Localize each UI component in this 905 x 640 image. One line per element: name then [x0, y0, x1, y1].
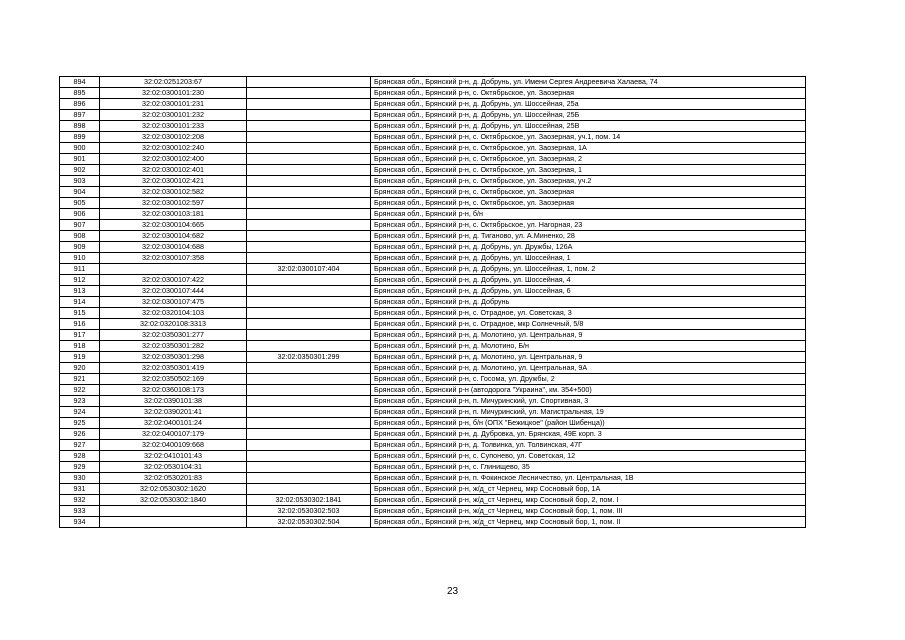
building-cadastral-number-cell: 32:02:0530302:503: [247, 506, 371, 517]
building-cadastral-number-cell: [247, 451, 371, 462]
building-cadastral-number-cell: [247, 440, 371, 451]
address-cell: Брянская обл., Брянский р-н, ж/д_ст Чернец, мкр Сосновый бор, 2, пом. I: [371, 495, 806, 506]
cadastral-number-cell: [100, 517, 247, 528]
table-row: [60, 88, 806, 99]
cadastral-number-cell: 32:02:0300101:231: [100, 99, 247, 110]
cadastral-number-cell: [100, 506, 247, 517]
address-cell: Брянская обл., Брянский р-н, с. Октябрьское, ул. Заозерная: [371, 187, 806, 198]
cadastral-number-cell: 32:02:0390101:38: [100, 396, 247, 407]
address-cell: Брянская обл., Брянский р-н, д. Добрунь, ул. Шоссейная, 4: [371, 275, 806, 286]
table-row: [60, 198, 806, 209]
row-number-cell: 934: [60, 517, 100, 528]
table-row: [60, 77, 806, 88]
building-cadastral-number-cell: [247, 242, 371, 253]
table-row: [60, 231, 806, 242]
building-cadastral-number-cell: [247, 231, 371, 242]
cadastral-number-cell: 32:02:0400109:668: [100, 440, 247, 451]
cadastral-number-cell: 32:02:0350502:169: [100, 374, 247, 385]
building-cadastral-number-cell: [247, 209, 371, 220]
row-number-cell: 896: [60, 99, 100, 110]
table-row: [60, 341, 806, 352]
address-cell: Брянская обл., Брянский р-н, ж/д_ст Чернец, мкр Сосновый бор, 1, пом. II: [371, 517, 806, 528]
table-row: [60, 506, 806, 517]
row-number-cell: 900: [60, 143, 100, 154]
table-row: [60, 220, 806, 231]
page-number: 23: [446, 586, 459, 597]
cadastral-number-cell: 32:02:0300103:181: [100, 209, 247, 220]
row-number-cell: 916: [60, 319, 100, 330]
building-cadastral-number-cell: [247, 341, 371, 352]
address-cell: Брянская обл., Брянский р-н, д. Молотино, ул. Центральная, 9А: [371, 363, 806, 374]
cadastral-number-cell: 32:02:0300101:232: [100, 110, 247, 121]
cadastral-number-cell: 32:02:0300107:358: [100, 253, 247, 264]
table-row: [60, 385, 806, 396]
address-cell: Брянская обл., Брянский р-н, б/н: [371, 209, 806, 220]
building-cadastral-number-cell: 32:02:0350301:299: [247, 352, 371, 363]
address-cell: Брянская обл., Брянский р-н, д. Добрунь: [371, 297, 806, 308]
address-cell: Брянская обл., Брянский р-н, ж/д_ст Чернец, мкр Сосновый бор, 1А: [371, 484, 806, 495]
address-cell: Брянская обл., Брянский р-н, с. Октябрьское, ул. Заозерная, уч.1, пом. 14: [371, 132, 806, 143]
table-row: [60, 308, 806, 319]
table-row: [60, 374, 806, 385]
row-number-cell: 931: [60, 484, 100, 495]
building-cadastral-number-cell: [247, 308, 371, 319]
building-cadastral-number-cell: [247, 88, 371, 99]
row-number-cell: 922: [60, 385, 100, 396]
address-cell: Брянская обл., Брянский р-н, д. Добрунь, ул. Шоссейная, 25Б: [371, 110, 806, 121]
address-cell: Брянская обл., Брянский р-н, д. Молотино, ул. Центральная, 9: [371, 330, 806, 341]
row-number-cell: 918: [60, 341, 100, 352]
building-cadastral-number-cell: [247, 220, 371, 231]
table-row: [60, 143, 806, 154]
building-cadastral-number-cell: [247, 484, 371, 495]
address-cell: Брянская обл., Брянский р-н, с. Отрадное, ул. Советская, 3: [371, 308, 806, 319]
row-number-cell: 927: [60, 440, 100, 451]
table-row: [60, 99, 806, 110]
row-number-cell: 911: [60, 264, 100, 275]
row-number-cell: 920: [60, 363, 100, 374]
building-cadastral-number-cell: [247, 154, 371, 165]
cadastral-number-cell: 32:02:0400101:24: [100, 418, 247, 429]
cadastral-number-cell: [100, 264, 247, 275]
cadastral-number-cell: 32:02:0530201:83: [100, 473, 247, 484]
cadastral-number-cell: 32:02:0530302:1620: [100, 484, 247, 495]
table-row: [60, 264, 806, 275]
cadastral-number-cell: 32:02:0360108:173: [100, 385, 247, 396]
building-cadastral-number-cell: 32:02:0300107:404: [247, 264, 371, 275]
building-cadastral-number-cell: [247, 198, 371, 209]
cadastral-number-cell: 32:02:0300102:400: [100, 154, 247, 165]
address-cell: Брянская обл., Брянский р-н, ж/д_ст Чернец, мкр Сосновый бор, 1, пом. III: [371, 506, 806, 517]
building-cadastral-number-cell: [247, 176, 371, 187]
address-cell: Брянская обл., Брянский р-н, п. Мичуринский, ул. Спортивная, 3: [371, 396, 806, 407]
row-number-cell: 908: [60, 231, 100, 242]
cadastral-number-cell: 32:02:0390201:41: [100, 407, 247, 418]
cadastral-number-cell: 32:02:0530302:1840: [100, 495, 247, 506]
building-cadastral-number-cell: [247, 407, 371, 418]
table-row: [60, 253, 806, 264]
cadastral-number-cell: 32:02:0350301:298: [100, 352, 247, 363]
building-cadastral-number-cell: [247, 462, 371, 473]
row-number-cell: 925: [60, 418, 100, 429]
cadastral-number-cell: 32:02:0300102:401: [100, 165, 247, 176]
row-number-cell: 894: [60, 77, 100, 88]
row-number-cell: 903: [60, 176, 100, 187]
address-cell: Брянская обл., Брянский р-н, с. Октябрьское, ул. Заозерная, уч.2: [371, 176, 806, 187]
address-cell: Брянская обл., Брянский р-н, д. Добрунь, ул. Дружбы, 126А: [371, 242, 806, 253]
cadastral-number-cell: 32:02:0300102:582: [100, 187, 247, 198]
cadastral-number-cell: 32:02:0300102:421: [100, 176, 247, 187]
address-cell: Брянская обл., Брянский р-н, с. Октябрьское, ул. Заозерная: [371, 198, 806, 209]
building-cadastral-number-cell: [247, 143, 371, 154]
row-number-cell: 921: [60, 374, 100, 385]
row-number-cell: 899: [60, 132, 100, 143]
building-cadastral-number-cell: [247, 297, 371, 308]
row-number-cell: 897: [60, 110, 100, 121]
cadastral-number-cell: 32:02:0300102:597: [100, 198, 247, 209]
address-cell: Брянская обл., Брянский р-н, с. Октябрьское, ул. Заозерная, 2: [371, 154, 806, 165]
table-row: [60, 407, 806, 418]
address-cell: Брянская обл., Брянский р-н, с. Октябрьское, ул. Нагорная, 23: [371, 220, 806, 231]
address-cell: Брянская обл., Брянский р-н, д. Добрунь, ул. Шоссейная, 25а: [371, 99, 806, 110]
cadastral-number-cell: 32:02:0410101:43: [100, 451, 247, 462]
row-number-cell: 913: [60, 286, 100, 297]
table-row: [60, 209, 806, 220]
table-row: [60, 363, 806, 374]
property-table: [59, 76, 806, 528]
address-cell: Брянская обл., Брянский р-н, с. Госома, ул. Дружбы, 2: [371, 374, 806, 385]
address-cell: Брянская обл., Брянский р-н, д. Молотино, Б/н: [371, 341, 806, 352]
building-cadastral-number-cell: [247, 121, 371, 132]
address-cell: Брянская обл., Брянский р-н, п. Мичуринский, ул. Магистральная, 19: [371, 407, 806, 418]
building-cadastral-number-cell: [247, 187, 371, 198]
table-row: [60, 418, 806, 429]
cadastral-number-cell: 32:02:0350301:277: [100, 330, 247, 341]
table-row: [60, 352, 806, 363]
row-number-cell: 917: [60, 330, 100, 341]
building-cadastral-number-cell: [247, 418, 371, 429]
table-row: [60, 319, 806, 330]
table-row: [60, 495, 806, 506]
building-cadastral-number-cell: [247, 374, 371, 385]
building-cadastral-number-cell: [247, 319, 371, 330]
row-number-cell: 910: [60, 253, 100, 264]
building-cadastral-number-cell: [247, 77, 371, 88]
row-number-cell: 907: [60, 220, 100, 231]
cadastral-number-cell: 32:02:0400107:179: [100, 429, 247, 440]
building-cadastral-number-cell: [247, 396, 371, 407]
cadastral-number-cell: 32:02:0300102:240: [100, 143, 247, 154]
table-row: [60, 176, 806, 187]
building-cadastral-number-cell: 32:02:0530302:1841: [247, 495, 371, 506]
cadastral-number-cell: 32:02:0300104:688: [100, 242, 247, 253]
row-number-cell: 901: [60, 154, 100, 165]
table-row: [60, 275, 806, 286]
address-cell: Брянская обл., Брянский р-н, д. Тиганово, ул. А.Миненко, 28: [371, 231, 806, 242]
building-cadastral-number-cell: [247, 330, 371, 341]
address-cell: Брянская обл., Брянский р-н (автодорога "Украина", км. 354+500): [371, 385, 806, 396]
address-cell: Брянская обл., Брянский р-н, д. Толвинка, ул. Толвинская, 47Г: [371, 440, 806, 451]
address-cell: Брянская обл., Брянский р-н, д. Добрунь, ул. Шоссейная, 1: [371, 253, 806, 264]
table-row: [60, 297, 806, 308]
address-cell: Брянская обл., Брянский р-н, д. Дубровка, ул. Брянская, 49Е корп. 3: [371, 429, 806, 440]
table-row: [60, 473, 806, 484]
row-number-cell: 919: [60, 352, 100, 363]
row-number-cell: 914: [60, 297, 100, 308]
building-cadastral-number-cell: [247, 165, 371, 176]
row-number-cell: 909: [60, 242, 100, 253]
row-number-cell: 898: [60, 121, 100, 132]
table-row: [60, 440, 806, 451]
building-cadastral-number-cell: [247, 429, 371, 440]
cadastral-number-cell: 32:02:0251203:67: [100, 77, 247, 88]
cadastral-number-cell: 32:02:0300102:208: [100, 132, 247, 143]
table-row: [60, 286, 806, 297]
row-number-cell: 902: [60, 165, 100, 176]
building-cadastral-number-cell: [247, 363, 371, 374]
row-number-cell: 929: [60, 462, 100, 473]
building-cadastral-number-cell: [247, 473, 371, 484]
building-cadastral-number-cell: 32:02:0530302:504: [247, 517, 371, 528]
building-cadastral-number-cell: [247, 110, 371, 121]
building-cadastral-number-cell: [247, 253, 371, 264]
address-cell: Брянская обл., Брянский р-н, д. Добрунь, ул. Имени Сергея Андреевича Халаева, 74: [371, 77, 806, 88]
address-cell: Брянская обл., Брянский р-н, с. Глинищево, 35: [371, 462, 806, 473]
address-cell: Брянская обл., Брянский р-н, д. Добрунь, ул. Шоссейная, 6: [371, 286, 806, 297]
table-row: [60, 462, 806, 473]
building-cadastral-number-cell: [247, 99, 371, 110]
table-row: [60, 242, 806, 253]
building-cadastral-number-cell: [247, 132, 371, 143]
address-cell: Брянская обл., Брянский р-н, с. Октябрьское, ул. Заозерная: [371, 88, 806, 99]
cadastral-number-cell: 32:02:0300101:233: [100, 121, 247, 132]
building-cadastral-number-cell: [247, 286, 371, 297]
property-table-body: [60, 77, 806, 528]
row-number-cell: 930: [60, 473, 100, 484]
building-cadastral-number-cell: [247, 385, 371, 396]
table-row: [60, 187, 806, 198]
row-number-cell: 895: [60, 88, 100, 99]
table-row: [60, 517, 806, 528]
table-row: [60, 121, 806, 132]
table-row: [60, 484, 806, 495]
row-number-cell: 928: [60, 451, 100, 462]
cadastral-number-cell: 32:02:0320104:103: [100, 308, 247, 319]
cadastral-number-cell: 32:02:0300104:665: [100, 220, 247, 231]
cadastral-number-cell: 32:02:0350301:419: [100, 363, 247, 374]
table-row: [60, 165, 806, 176]
table-row: [60, 330, 806, 341]
address-cell: Брянская обл., Брянский р-н, с. Октябрьское, ул. Заозерная, 1А: [371, 143, 806, 154]
table-row: [60, 429, 806, 440]
address-cell: Брянская обл., Брянский р-н, д. Добрунь, ул. Шоссейная, 1, пом. 2: [371, 264, 806, 275]
cadastral-number-cell: 32:02:0350301:282: [100, 341, 247, 352]
address-cell: Брянская обл., Брянский р-н, п. Фокинское Лесничество, ул. Центральная, 1В: [371, 473, 806, 484]
cadastral-number-cell: 32:02:0530104:31: [100, 462, 247, 473]
cadastral-number-cell: 32:02:0320108:3313: [100, 319, 247, 330]
address-cell: Брянская обл., Брянский р-н, д. Молотино, ул. Центральная, 9: [371, 352, 806, 363]
row-number-cell: 904: [60, 187, 100, 198]
address-cell: Брянская обл., Брянский р-н, с. Отрадное, мкр Солнечный, 5/8: [371, 319, 806, 330]
row-number-cell: 933: [60, 506, 100, 517]
row-number-cell: 932: [60, 495, 100, 506]
building-cadastral-number-cell: [247, 275, 371, 286]
row-number-cell: 905: [60, 198, 100, 209]
row-number-cell: 924: [60, 407, 100, 418]
address-cell: Брянская обл., Брянский р-н, с. Супонево, ул. Советская, 12: [371, 451, 806, 462]
cadastral-number-cell: 32:02:0300107:422: [100, 275, 247, 286]
cadastral-number-cell: 32:02:0300104:682: [100, 231, 247, 242]
table-row: [60, 154, 806, 165]
row-number-cell: 915: [60, 308, 100, 319]
table-row: [60, 451, 806, 462]
cadastral-number-cell: 32:02:0300101:230: [100, 88, 247, 99]
table-row: [60, 132, 806, 143]
row-number-cell: 912: [60, 275, 100, 286]
address-cell: Брянская обл., Брянский р-н, б/н (ОПХ "Бежицкое" (район Шибенца)): [371, 418, 806, 429]
cadastral-number-cell: 32:02:0300107:475: [100, 297, 247, 308]
cadastral-number-cell: 32:02:0300107:444: [100, 286, 247, 297]
row-number-cell: 906: [60, 209, 100, 220]
address-cell: Брянская обл., Брянский р-н, с. Октябрьское, ул. Заозерная, 1: [371, 165, 806, 176]
row-number-cell: 926: [60, 429, 100, 440]
row-number-cell: 923: [60, 396, 100, 407]
address-cell: Брянская обл., Брянский р-н, д. Добрунь, ул. Шоссейная, 25В: [371, 121, 806, 132]
table-row: [60, 396, 806, 407]
table-row: [60, 110, 806, 121]
